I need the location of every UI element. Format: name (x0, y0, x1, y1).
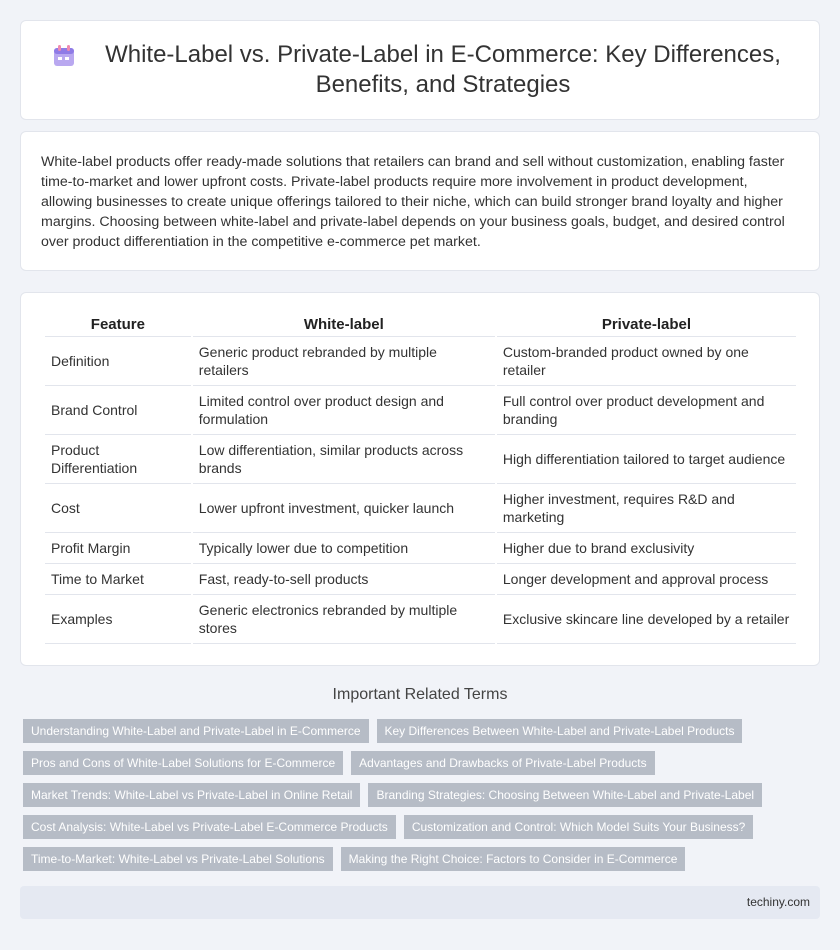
footer (20, 886, 820, 919)
table-cell: Typically lower due to competition (193, 533, 495, 564)
table-cell: Cost (45, 484, 191, 533)
table-cell: Low differentiation, similar products across brands (193, 435, 495, 484)
table-cell: Product Differentiation (45, 435, 191, 484)
table-header-private-label: Private-label (497, 315, 796, 337)
related-term-tag[interactable]: Customization and Control: Which Model Suits Your Business? (404, 815, 754, 839)
table-cell: Definition (45, 337, 191, 386)
intro-card (20, 131, 820, 271)
related-term-tag[interactable]: Advantages and Drawbacks of Private-Label Products (351, 751, 655, 775)
table-row (45, 533, 796, 564)
table-cell: Generic product rebranded by multiple retailers (193, 337, 495, 386)
table-row (45, 435, 796, 484)
table-cell: Brand Control (45, 386, 191, 435)
related-term-tag[interactable]: Cost Analysis: White-Label vs Private-Label E-Commerce Products (23, 815, 396, 839)
related-term-tag[interactable]: Making the Right Choice: Factors to Consider in E-Commerce (341, 847, 686, 871)
footer-site-link[interactable]: techiny.com (746, 895, 810, 909)
table-cell: Higher due to brand exclusivity (497, 533, 796, 564)
table-row (45, 337, 796, 386)
table-cell: Exclusive skincare line developed by a retailer (497, 595, 796, 644)
table-cell: Generic electronics rebranded by multiple stores (193, 595, 495, 644)
table-cell: Limited control over product design and formulation (193, 386, 495, 435)
table-cell: Examples (45, 595, 191, 644)
table-row (45, 386, 796, 435)
related-terms-title: Important Related Terms (332, 686, 508, 703)
related-term-tag[interactable]: Market Trends: White-Label vs Private-Label in Online Retail (23, 783, 360, 807)
related-terms-list (23, 719, 823, 879)
table-cell: Time to Market (45, 564, 191, 595)
table-cell: Higher investment, requires R&D and marketing (497, 484, 796, 533)
table-header-white-label: White-label (193, 315, 495, 337)
comparison-table (43, 315, 798, 644)
related-term-tag[interactable]: Understanding White-Label and Private-Label in E-Commerce (23, 719, 369, 743)
table-cell: Full control over product development and branding (497, 386, 796, 435)
related-term-tag[interactable]: Key Differences Between White-Label and Private-Label Products (377, 719, 743, 743)
table-cell: Fast, ready-to-sell products (193, 564, 495, 595)
related-term-tag[interactable]: Pros and Cons of White-Label Solutions for E-Commerce (23, 751, 343, 775)
table-cell: Custom-branded product owned by one retailer (497, 337, 796, 386)
related-term-tag[interactable]: Time-to-Market: White-Label vs Private-Label Solutions (23, 847, 333, 871)
table-cell: Longer development and approval process (497, 564, 796, 595)
related-term-tag[interactable]: Branding Strategies: Choosing Between White-Label and Private-Label (368, 783, 762, 807)
table-cell: Lower upfront investment, quicker launch (193, 484, 495, 533)
table-row (45, 484, 796, 533)
table-header-feature: Feature (45, 315, 191, 337)
table-cell: Profit Margin (45, 533, 191, 564)
comparison-card (20, 292, 820, 666)
table-cell: High differentiation tailored to target audience (497, 435, 796, 484)
table-row (45, 595, 796, 644)
header-card (20, 20, 820, 120)
calendar-icon (51, 43, 77, 69)
intro-text: White-label products offer ready-made solutions that retailers can brand and sell without customization, enabling faster time-to-market and lower upfront costs. Private-label products require more involvement in product development, allowing businesses to create unique offerings tailored to their niche, which can build stronger brand loyalty and higher margins. Choosing between white-label and private-label depends on your business goals, budget, and desired control over product differentiation in the competitive e-commerce pet market. (41, 154, 785, 250)
table-row (45, 564, 796, 595)
page-title: White-Label vs. Private-Label in E-Commerce: Key Differences, Benefits, and Strategies (105, 41, 781, 98)
